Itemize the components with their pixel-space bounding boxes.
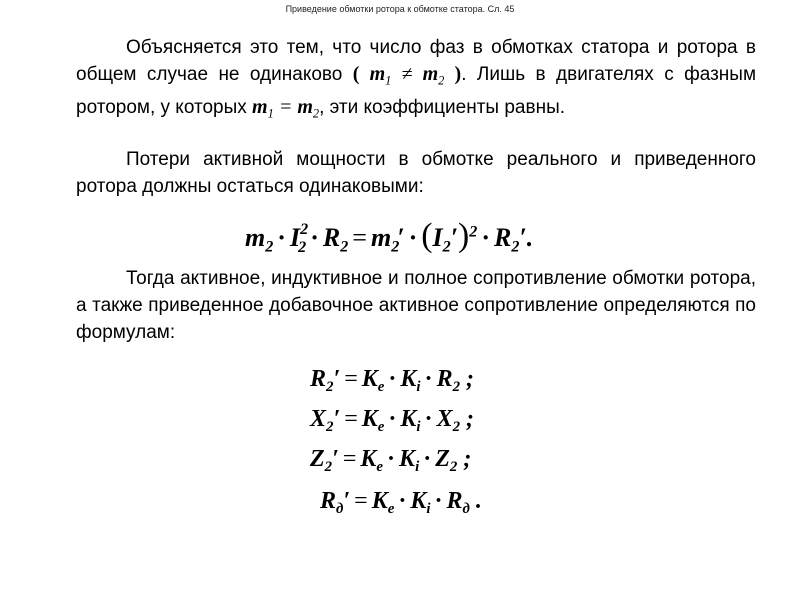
paragraph-phase-count-text-c: , эти коэффициенты равны. [319,97,566,119]
formula-X2-prime: $X_2' = K_e \cdot K_i \cdot X_2$ ; [310,406,475,436]
formula-power-loss: $m_2 \cdot I^2_2 \cdot R_2 = m_2' \cdot (I_2')^2 \cdot R_2'$. [245,217,534,256]
paragraph-phase-count-text-a: Объясняется это тем, что число фаз в обмотках статора и ротора в общем случае не одинаково [76,37,756,85]
formula-equal-phases: $m_1 = m_2$ [252,96,320,121]
paragraph-phase-count [76,34,756,128]
paragraph-phase-count-text-b: . Лишь в двигателях с фазным ротором, у которых [76,64,757,119]
formula-Rd-prime: $R_д' = K_e \cdot K_i \cdot R_д$ . [320,488,482,518]
formula-unequal-phases: ( $m_1 \ne m_2$ ) [352,63,462,88]
paragraph-resistances: Тогда активное, индуктивное и полное сопротивление обмотки ротора, а также приведенное добавочное активное сопротивление определяются по формулам: [76,268,756,343]
formula-R2-prime: $R_2' = K_e \cdot K_i \cdot R_2$ ; [310,366,475,396]
paragraph-power-loss: Потери активной мощности в обмотке реального и приведенного ротора должны остаться одинаковыми: [76,149,756,197]
formula-Z2-prime: $Z_2' = K_e \cdot K_i \cdot Z_2$ ; [310,446,472,476]
slide-header: Приведение обмотки ротора к обмотке статора. Сл. 45 [285,4,515,14]
